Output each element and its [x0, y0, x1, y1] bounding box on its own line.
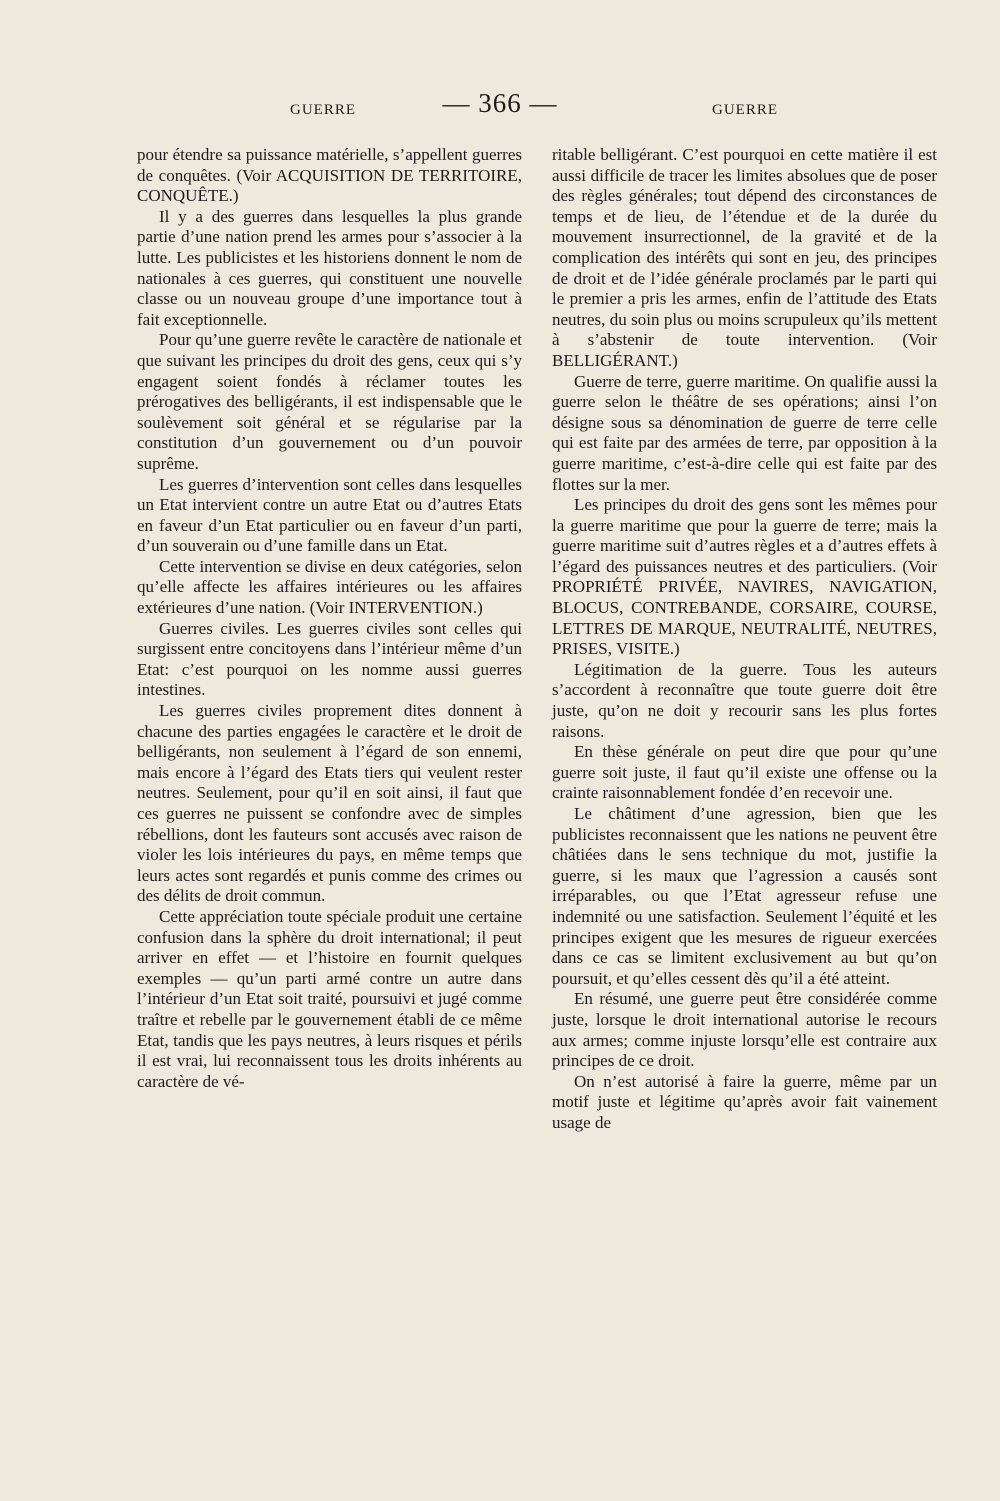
paragraph: Cette appréciation toute spéciale produit une certaine confusion dans la sphère du droit international; il peut arriver en effet — et l’histoire en fournit quelques exemples — qu’un parti armé contre un autre dans l’intérieur d’un Etat soit traité, poursuivi et jugé comme traître et rebelle par le gouvernement établi de ce même Etat, tandis que les pays neutres, à leurs risques et périls il est vrai, lui reconnaissent tous les droits inhérents au caractère de vé-: [137, 906, 522, 1091]
paragraph: Cette intervention se divise en deux catégories, selon qu’elle affecte les affaires intérieures ou les affaires extérieures d’une nation. (Voir INTERVENTION.): [137, 556, 522, 618]
paragraph: On n’est autorisé à faire la guerre, même par un motif juste et légitime qu’après avoir fait vainement usage de: [552, 1071, 937, 1132]
paragraph: Légitimation de la guerre. Tous les auteurs s’accordent à reconnaître que toute guerre doit être juste, qu’on ne doit y recourir sans les plus fortes raisons.: [552, 659, 937, 741]
paragraph: En thèse générale on peut dire que pour qu’une guerre soit juste, il faut qu’il existe une offense ou la crainte raisonnablement fondée d’en recevoir une.: [552, 742, 937, 803]
paragraph: En résumé, une guerre peut être considérée comme juste, lorsque le droit international autorise le recours aux armes; comme injuste lorsqu’elle est contraire aux principes de ce droit.: [552, 989, 937, 1071]
running-head-left: GUERRE: [290, 102, 356, 118]
paragraph: Guerre de terre, guerre maritime. On qualifie aussi la guerre selon le théâtre de ses opérations; ainsi l’on désigne sous sa dénomination de guerre de terre celle qui est faite par des armées de terre, par opposition à la guerre maritime, c’est-à-dire celle qui est faite par des flottes sur la mer.: [552, 371, 937, 494]
page-header: [0, 88, 1000, 128]
paragraph: Pour qu’une guerre revête le caractère de nationale et que suivant les principes du droit des gens, ceux qui s’y engagent soient fondés à réclamer toutes les prérogatives des belligérants, il est indispensable que le soulèvement soit général et se régularise par la constitution d’un gouvernement ou d’un pouvoir suprême.: [137, 330, 522, 473]
left-column: [137, 145, 522, 1092]
paragraph: Le châtiment d’une agression, bien que les publicistes reconnaissent que les nations ne peuvent être châtiées dans le sens technique du mot, justifie la guerre, si les maux que l’agression a causés sont irréparables, ou que l’Etat agresseur refuse une indemnité ou une satisfaction. Seulement l’équité et les principes exigent que les mesures de rigueur exercées dans ce cas se limitent exclusivement au but qu’on poursuit, et qu’elles cessent dès qu’il a été atteint.: [552, 804, 937, 988]
paragraph: pour étendre sa puissance matérielle, s’appellent guerres de conquêtes. (Voir ACQUISITION DE TERRITOIRE, CONQUÊTE.): [137, 145, 522, 206]
page-number: — 366 —: [442, 88, 558, 118]
paragraph: Il y a des guerres dans lesquelles la plus grande partie d’une nation prend les armes pour s’associer à la lutte. Les publicistes et les historiens donnent le nom de nationales à ces guerres, qui constituent une nouvelle classe ou un nouveau groupe d’une importance tout à fait exceptionnelle.: [137, 206, 522, 329]
paragraph: Les principes du droit des gens sont les mêmes pour la guerre maritime que pour la guerre de terre; mais la guerre maritime suit d’autres règles et a d’autres effets à l’égard des puissances neutres et des particuliers. (Voir PROPRIÉTÉ PRIVÉE, NAVIRES, NAVIGATION, BLOCUS, CONTREBANDE, CORSAIRE, COURSE, LETTRES DE MARQUE, NEUTRALITÉ, NEUTRES, PRISES, VISITE.): [552, 495, 937, 659]
paragraph: Les guerres d’intervention sont celles dans lesquelles un Etat intervient contre un autre Etat ou d’autres Etats en faveur d’un Etat particulier ou en faveur d’un parti, d’un souverain ou d’une famille dans un Etat.: [137, 474, 522, 556]
paragraph: ritable belligérant. C’est pourquoi en cette matière il est aussi difficile de tracer les limites absolues que de poser des règles générales; tout dépend des circonstances de temps et de lieu, de l’étendue et de la durée du mouvement insurrectionnel, de la gravité et de la complication des intérêts qui sont en jeu, des principes de droit et de l’idée générale proclamés par le parti qui le premier a pris les armes, enfin de l’attitude des Etats neutres, du soin plus ou moins scrupuleux qu’ils mettent à s’abstenir de toute intervention. (Voir BELLIGÉRANT.): [552, 145, 937, 370]
running-head-right: GUERRE: [712, 102, 778, 118]
paragraph: Guerres civiles. Les guerres civiles sont celles qui surgissent entre concitoyens dans l’intérieur même d’un Etat: c’est pourquoi on les nomme aussi guerres intestines.: [137, 618, 522, 700]
right-column: [552, 145, 937, 1134]
paragraph: Les guerres civiles proprement dites donnent à chacune des parties engagées le caractère et le droit de belligérants, non seulement à l’égard de son ennemi, mais encore à l’égard des Etats tiers qui veulent rester neutres. Seulement, pour qu’il en soit ainsi, il faut que ces guerres ne puissent se confondre avec de simples rébellions, dont les fauteurs sont accusés avec raison de violer les lois intérieures du pays, en même temps que leurs actes sont regardés et punis comme des crimes ou des délits de droit commun.: [137, 701, 522, 906]
